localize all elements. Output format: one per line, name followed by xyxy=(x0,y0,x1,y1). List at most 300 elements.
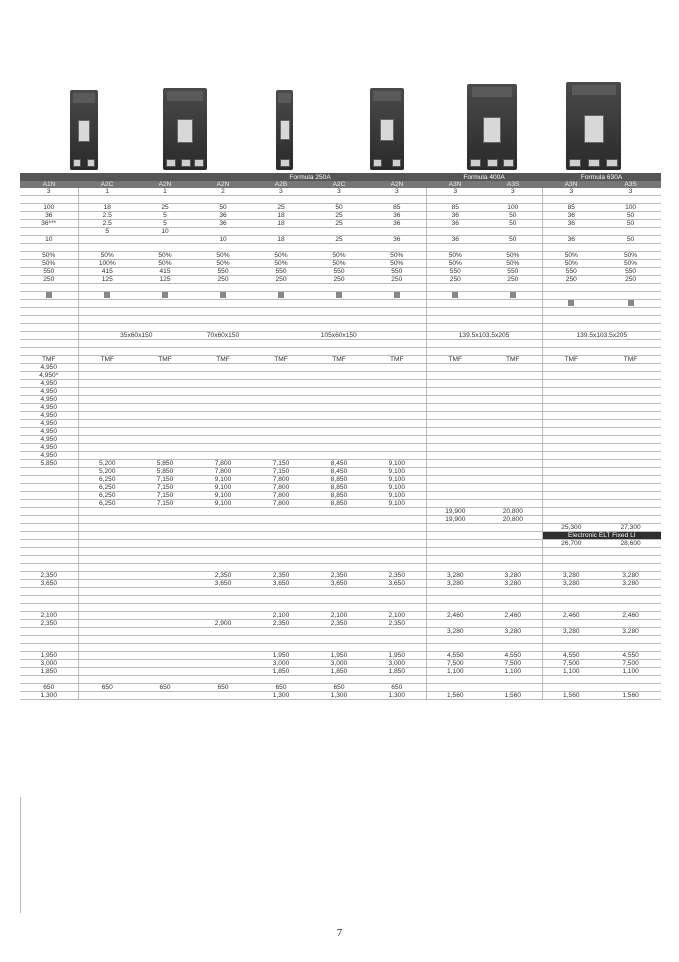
table-cell xyxy=(78,452,136,460)
table-row xyxy=(20,500,661,508)
table-cell xyxy=(252,420,310,428)
table-cell xyxy=(78,420,136,428)
table-cell xyxy=(600,364,661,372)
table-cell: 25,300 xyxy=(542,524,600,532)
table-row xyxy=(20,556,661,564)
table-cell xyxy=(484,476,542,484)
table-cell xyxy=(136,348,194,356)
table-cell xyxy=(78,436,136,444)
table-cell xyxy=(78,316,136,324)
table-cell: 5 xyxy=(78,228,136,236)
table-cell xyxy=(600,436,661,444)
table-row xyxy=(20,572,661,580)
table-cell xyxy=(252,548,310,556)
table-cell xyxy=(310,196,368,204)
table-cell xyxy=(368,556,426,564)
table-cell xyxy=(20,332,78,340)
table-cell: 550 xyxy=(20,268,78,276)
table-cell xyxy=(252,636,310,644)
table-cell xyxy=(136,676,194,684)
page-number: 7 xyxy=(336,927,343,939)
table-cell: 3 xyxy=(426,188,484,196)
model-header-row xyxy=(20,181,661,188)
table-cell: 250 xyxy=(426,276,484,284)
table-cell xyxy=(194,452,252,460)
table-row xyxy=(20,660,661,668)
table-cell xyxy=(20,300,78,308)
table-cell: 4,950 xyxy=(20,428,78,436)
table-cell xyxy=(20,340,78,348)
table-cell xyxy=(600,388,661,396)
table-cell xyxy=(368,524,426,532)
table-cell xyxy=(136,516,194,524)
table-cell: 7,500 xyxy=(542,660,600,668)
table-cell xyxy=(426,604,484,612)
table-cell xyxy=(252,644,310,652)
table-cell: 50% xyxy=(252,252,310,260)
table-cell xyxy=(484,340,542,348)
table-cell xyxy=(252,508,310,516)
table-cell: 2.5 xyxy=(78,212,136,220)
table-cell: 5,850 xyxy=(136,468,194,476)
table-cell: 85 xyxy=(368,204,426,212)
table-cell xyxy=(310,316,368,324)
table-cell xyxy=(542,388,600,396)
table-row xyxy=(20,492,661,500)
table-cell xyxy=(78,444,136,452)
table-cell xyxy=(484,284,542,292)
availability-marker-icon xyxy=(452,292,458,298)
table-cell xyxy=(78,300,136,308)
table-cell xyxy=(600,644,661,652)
table-cell xyxy=(484,444,542,452)
table-cell: 36 xyxy=(426,212,484,220)
table-cell xyxy=(78,636,136,644)
table-cell xyxy=(426,452,484,460)
table-cell: 25 xyxy=(310,220,368,228)
model-header: A2N xyxy=(136,181,194,188)
table-cell xyxy=(20,548,78,556)
table-cell xyxy=(426,404,484,412)
table-cell: 18 xyxy=(252,236,310,244)
table-cell: 5,850 xyxy=(20,460,78,468)
table-cell: 3,000 xyxy=(368,660,426,668)
table-cell xyxy=(310,540,368,548)
table-cell xyxy=(600,556,661,564)
model-header: A2N xyxy=(194,181,252,188)
table-cell xyxy=(310,508,368,516)
table-cell xyxy=(78,284,136,292)
table-cell: 50% xyxy=(310,252,368,260)
table-cell xyxy=(600,500,661,508)
table-cell xyxy=(194,372,252,380)
group-header-630a: Formula 630A xyxy=(542,173,661,181)
table-cell xyxy=(194,300,252,308)
table-cell: 7,800 xyxy=(194,468,252,476)
model-header: A3N xyxy=(426,181,484,188)
table-cell xyxy=(136,660,194,668)
table-cell xyxy=(78,572,136,580)
table-cell xyxy=(542,516,600,524)
table-cell xyxy=(136,316,194,324)
table-cell xyxy=(484,620,542,628)
table-row xyxy=(20,644,661,652)
table-cell: 50 xyxy=(484,220,542,228)
table-cell: 650 xyxy=(194,684,252,692)
table-cell xyxy=(78,540,136,548)
table-cell xyxy=(20,324,78,332)
table-cell xyxy=(368,324,426,332)
table-cell xyxy=(600,412,661,420)
table-cell xyxy=(542,196,600,204)
table-cell xyxy=(426,644,484,652)
table-cell xyxy=(542,348,600,356)
table-row xyxy=(20,244,661,252)
table-cell xyxy=(426,420,484,428)
table-cell: 2,350 xyxy=(310,572,368,580)
table-cell xyxy=(252,588,310,596)
table-cell: 250 xyxy=(484,276,542,284)
table-cell: 3,650 xyxy=(310,580,368,588)
table-cell: 3,280 xyxy=(600,580,661,588)
table-cell: 650 xyxy=(20,684,78,692)
table-cell xyxy=(600,292,661,300)
table-cell: 1,560 xyxy=(542,692,600,700)
table-cell xyxy=(20,284,78,292)
table-cell: 50% xyxy=(78,252,136,260)
table-cell xyxy=(20,676,78,684)
table-cell xyxy=(426,196,484,204)
breaker-image-a2 xyxy=(163,88,207,170)
table-cell xyxy=(484,388,542,396)
table-cell: 3,000 xyxy=(252,660,310,668)
table-cell xyxy=(426,436,484,444)
table-cell: 2,350 xyxy=(310,620,368,628)
table-cell: 9,100 xyxy=(368,500,426,508)
table-cell xyxy=(368,316,426,324)
table-cell: 650 xyxy=(310,684,368,692)
table-cell xyxy=(426,676,484,684)
table-cell: 3 xyxy=(542,188,600,196)
table-cell: 3 xyxy=(252,188,310,196)
table-cell xyxy=(252,324,310,332)
table-cell xyxy=(20,564,78,572)
table-cell: 125 xyxy=(78,276,136,284)
table-cell xyxy=(426,364,484,372)
table-cell: 50% xyxy=(194,260,252,268)
table-cell xyxy=(542,476,600,484)
table-cell xyxy=(136,388,194,396)
table-cell: 2,350 xyxy=(368,572,426,580)
table-cell xyxy=(252,596,310,604)
table-row xyxy=(20,540,661,548)
table-cell: 5,200 xyxy=(78,468,136,476)
table-cell: 19,900 xyxy=(426,508,484,516)
table-cell xyxy=(600,620,661,628)
table-cell: 6,250 xyxy=(78,500,136,508)
table-cell: 250 xyxy=(542,276,600,284)
table-cell xyxy=(600,636,661,644)
table-cell xyxy=(136,620,194,628)
table-cell xyxy=(484,412,542,420)
table-cell: 3,280 xyxy=(484,580,542,588)
table-row xyxy=(20,380,661,388)
table-cell: 50 xyxy=(310,204,368,212)
table-cell xyxy=(194,436,252,444)
table-cell xyxy=(78,348,136,356)
table-cell xyxy=(368,548,426,556)
table-cell: 1,850 xyxy=(252,668,310,676)
table-cell xyxy=(194,692,252,700)
table-cell xyxy=(426,564,484,572)
table-cell xyxy=(484,524,542,532)
table-cell: 7,800 xyxy=(252,484,310,492)
table-cell xyxy=(426,548,484,556)
table-cell xyxy=(20,196,78,204)
table-cell: 50% xyxy=(136,260,194,268)
table-cell xyxy=(136,292,194,300)
model-header: A2N xyxy=(368,181,426,188)
table-row xyxy=(20,196,661,204)
table-cell: 28,600 xyxy=(600,540,661,548)
table-cell: 4,950 xyxy=(20,420,78,428)
table-cell xyxy=(136,436,194,444)
table-cell xyxy=(542,316,600,324)
table-cell: 1,100 xyxy=(542,668,600,676)
specification-table xyxy=(20,173,661,700)
table-cell xyxy=(310,244,368,252)
table-cell xyxy=(78,588,136,596)
availability-marker-icon xyxy=(220,292,226,298)
table-cell xyxy=(310,420,368,428)
table-cell xyxy=(368,300,426,308)
table-row xyxy=(20,580,661,588)
table-cell xyxy=(252,396,310,404)
table-cell xyxy=(600,340,661,348)
table-cell: 10 xyxy=(136,228,194,236)
table-cell xyxy=(194,604,252,612)
table-cell xyxy=(484,684,542,692)
table-cell xyxy=(194,652,252,660)
table-cell xyxy=(426,532,484,540)
table-cell: 2,460 xyxy=(484,612,542,620)
table-cell: 3,280 xyxy=(600,572,661,580)
table-row xyxy=(20,508,661,516)
table-cell xyxy=(136,612,194,620)
table-cell xyxy=(484,364,542,372)
table-cell xyxy=(542,468,600,476)
table-row xyxy=(20,652,661,660)
table-cell xyxy=(252,244,310,252)
availability-marker-icon xyxy=(104,292,110,298)
table-cell: 50% xyxy=(542,252,600,260)
table-cell: 2,100 xyxy=(20,612,78,620)
table-cell xyxy=(78,564,136,572)
table-cell: 36 xyxy=(426,236,484,244)
table-cell: 2,100 xyxy=(310,612,368,620)
table-cell xyxy=(542,404,600,412)
table-cell: 50 xyxy=(484,212,542,220)
model-header: A3S xyxy=(600,181,661,188)
table-cell xyxy=(310,388,368,396)
table-cell xyxy=(542,596,600,604)
table-cell xyxy=(542,420,600,428)
table-row xyxy=(20,300,661,308)
table-cell: 2,460 xyxy=(600,612,661,620)
table-cell xyxy=(426,484,484,492)
table-cell xyxy=(136,548,194,556)
table-row xyxy=(20,460,661,468)
table-cell xyxy=(194,612,252,620)
table-cell xyxy=(600,676,661,684)
table-cell xyxy=(310,324,368,332)
table-cell: 550 xyxy=(600,268,661,276)
table-cell xyxy=(20,636,78,644)
table-cell xyxy=(426,468,484,476)
table-cell: TMF xyxy=(426,356,484,364)
table-cell xyxy=(252,428,310,436)
table-cell: 50% xyxy=(368,252,426,260)
table-row xyxy=(20,596,661,604)
table-row xyxy=(20,564,661,572)
table-row xyxy=(20,268,661,276)
table-cell xyxy=(542,324,600,332)
table-cell xyxy=(600,396,661,404)
table-cell xyxy=(78,644,136,652)
table-cell xyxy=(194,388,252,396)
table-cell xyxy=(542,548,600,556)
table-cell xyxy=(600,404,661,412)
table-cell: 9,100 xyxy=(368,468,426,476)
table-cell: 9,100 xyxy=(368,460,426,468)
table-row xyxy=(20,604,661,612)
table-cell: 550 xyxy=(310,268,368,276)
table-cell xyxy=(600,516,661,524)
table-cell: 4,550 xyxy=(542,652,600,660)
table-cell: 10 xyxy=(194,236,252,244)
table-cell xyxy=(20,628,78,636)
table-cell xyxy=(484,420,542,428)
availability-marker-icon xyxy=(162,292,168,298)
table-row xyxy=(20,212,661,220)
table-row xyxy=(20,372,661,380)
table-cell xyxy=(78,244,136,252)
table-cell xyxy=(310,348,368,356)
table-cell: 250 xyxy=(310,276,368,284)
table-cell xyxy=(78,292,136,300)
table-cell xyxy=(368,284,426,292)
table-cell xyxy=(136,396,194,404)
table-cell xyxy=(20,508,78,516)
table-cell xyxy=(310,532,368,540)
table-cell xyxy=(78,324,136,332)
table-cell xyxy=(542,636,600,644)
table-cell: 8,450 xyxy=(310,468,368,476)
table-cell xyxy=(136,628,194,636)
table-cell xyxy=(310,380,368,388)
table-cell: 7,500 xyxy=(484,660,542,668)
table-cell xyxy=(194,404,252,412)
table-cell xyxy=(600,380,661,388)
table-cell: 1,850 xyxy=(368,668,426,676)
availability-marker-icon xyxy=(336,292,342,298)
table-cell xyxy=(136,452,194,460)
table-cell xyxy=(136,428,194,436)
table-cell xyxy=(252,556,310,564)
table-row xyxy=(20,404,661,412)
table-cell: 85 xyxy=(426,204,484,212)
table-row xyxy=(20,476,661,484)
table-row xyxy=(20,396,661,404)
table-cell: 7,150 xyxy=(136,492,194,500)
table-cell xyxy=(310,628,368,636)
table-cell xyxy=(194,524,252,532)
model-header: A2C xyxy=(310,181,368,188)
table-cell xyxy=(484,196,542,204)
table-cell xyxy=(78,548,136,556)
table-cell xyxy=(20,644,78,652)
table-cell xyxy=(252,316,310,324)
table-cell xyxy=(310,564,368,572)
table-cell: 650 xyxy=(368,684,426,692)
table-row xyxy=(20,220,661,228)
table-cell xyxy=(136,580,194,588)
table-cell xyxy=(600,420,661,428)
table-cell xyxy=(600,244,661,252)
table-cell: 1 xyxy=(136,188,194,196)
table-cell xyxy=(252,348,310,356)
table-cell: 105x60x150 xyxy=(252,332,426,340)
table-cell: 8,450 xyxy=(310,460,368,468)
table-cell xyxy=(600,588,661,596)
table-cell: 1,100 xyxy=(426,668,484,676)
table-cell xyxy=(20,348,78,356)
table-cell xyxy=(484,300,542,308)
table-cell: 3 xyxy=(600,188,661,196)
table-cell: 3,650 xyxy=(252,580,310,588)
table-cell xyxy=(194,284,252,292)
table-cell xyxy=(194,308,252,316)
table-cell xyxy=(310,676,368,684)
table-cell: 250 xyxy=(368,276,426,284)
table-cell xyxy=(136,284,194,292)
table-cell xyxy=(484,436,542,444)
table-cell xyxy=(426,588,484,596)
table-cell: TMF xyxy=(310,356,368,364)
table-row xyxy=(20,276,661,284)
table-cell: 19,900 xyxy=(426,516,484,524)
table-cell xyxy=(600,348,661,356)
table-cell: 2,350 xyxy=(252,572,310,580)
table-cell: 2,100 xyxy=(368,612,426,620)
table-cell xyxy=(20,556,78,564)
table-cell xyxy=(542,428,600,436)
table-cell xyxy=(368,452,426,460)
table-cell xyxy=(426,300,484,308)
table-cell xyxy=(600,564,661,572)
table-cell xyxy=(136,308,194,316)
table-cell xyxy=(194,668,252,676)
table-cell xyxy=(368,596,426,604)
table-cell xyxy=(484,308,542,316)
table-cell: 7,500 xyxy=(600,660,661,668)
breaker-image-a2b xyxy=(276,90,293,170)
table-cell xyxy=(368,516,426,524)
table-cell xyxy=(600,484,661,492)
table-cell: 4,950 xyxy=(20,364,78,372)
table-cell xyxy=(484,396,542,404)
table-cell xyxy=(136,404,194,412)
